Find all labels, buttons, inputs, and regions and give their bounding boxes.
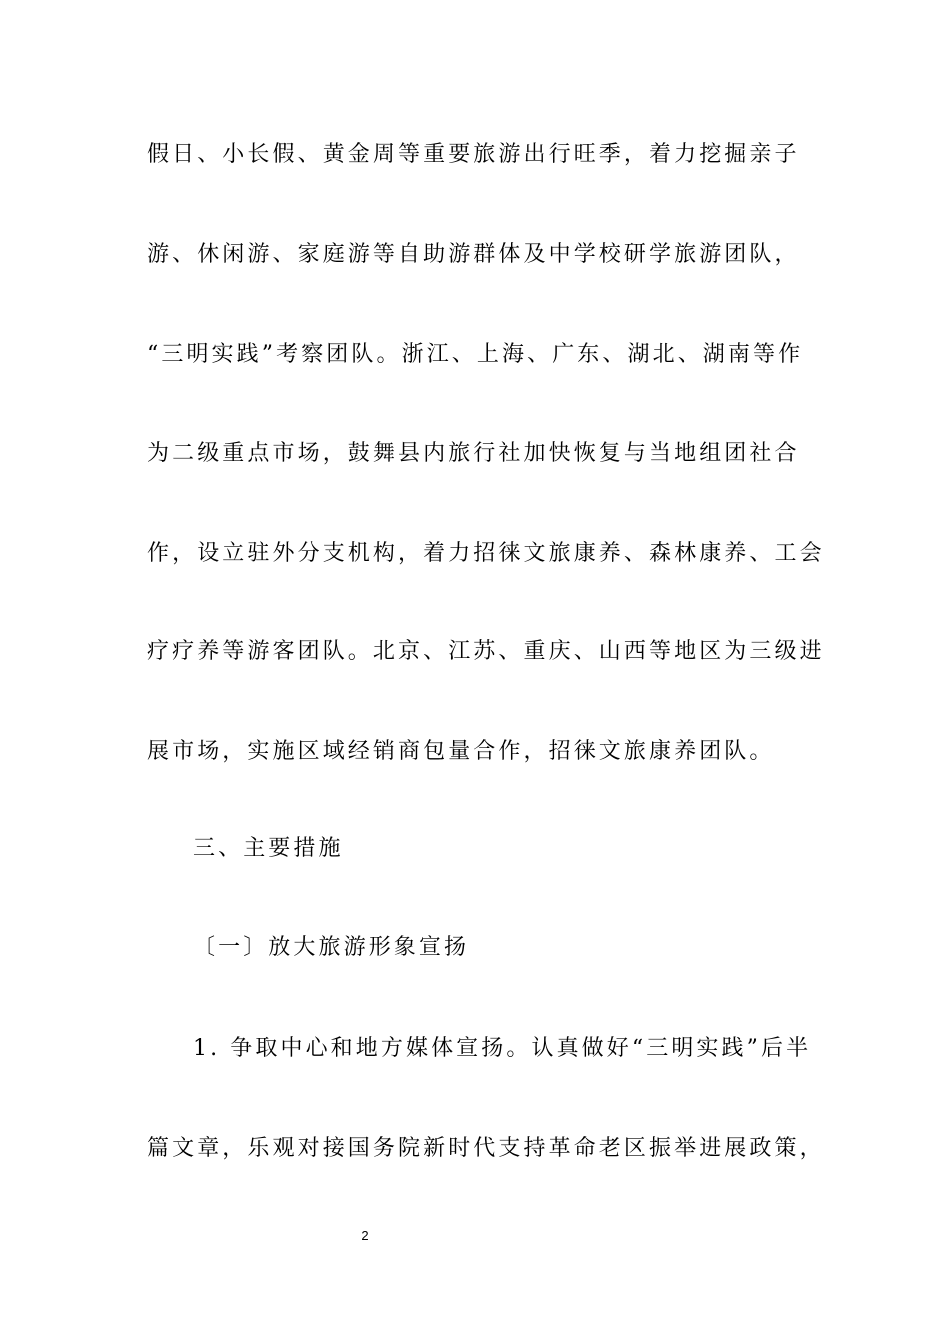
body-text-line: 假日、小长假、黄金周等重要旅游出行旺季，着力挖掘亲子 (147, 142, 800, 167)
body-text-line: 作，设立驻外分支机构，着力招徕文旅康养、森林康养、工会 (147, 541, 825, 566)
subsection-heading: 〔一〕放大旅游形象宣扬 (193, 935, 470, 960)
body-text-line: 展市场，实施区域经销商包量合作，招徕文旅康养团队。 (147, 739, 775, 764)
paragraph-first-line: 1. 争取中心和地方媒体宣扬。认真做好“三明实践”后半 (193, 1036, 812, 1061)
page-number: 2 (361, 1228, 369, 1243)
body-text-line: 疗疗养等游客团队。北京、江苏、重庆、山西等地区为三级进 (147, 639, 825, 664)
body-text-line: 为二级重点市场，鼓舞县内旅行社加快恢复与当地组团社合 (147, 441, 800, 466)
section-heading: 三、主要措施 (193, 836, 344, 861)
body-text-line: “三明实践”考察团队。浙江、上海、广东、湖北、湖南等作 (147, 342, 804, 367)
body-text-line: 篇文章，乐观对接国务院新时代支持革命老区振举进展政策， (147, 1136, 825, 1161)
body-text-line: 游、休闲游、家庭游等自助游群体及中学校研学旅游团队， (147, 242, 800, 267)
